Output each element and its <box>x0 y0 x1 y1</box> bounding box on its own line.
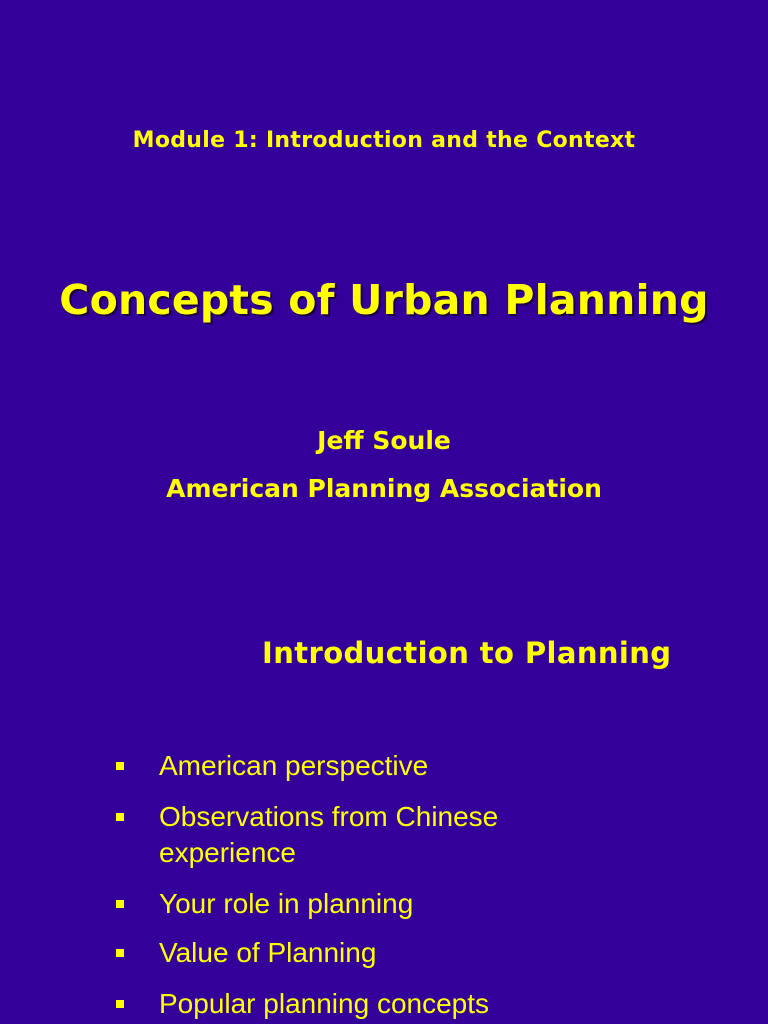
section-heading: Introduction to Planning <box>262 636 672 670</box>
square-bullet-icon <box>116 1000 124 1008</box>
square-bullet-icon <box>116 813 124 821</box>
square-bullet-icon <box>116 949 124 957</box>
module-label: Module 1: Introduction and the Context <box>132 128 636 153</box>
square-bullet-icon <box>116 900 124 908</box>
organization-name: American Planning Association <box>166 474 602 503</box>
bullet-text: Value of Planning <box>159 937 377 968</box>
bullet-text: American perspective <box>159 750 429 781</box>
bullet-text: Popular planning concepts <box>159 988 490 1019</box>
bullet-text: Your role in planning <box>159 888 414 919</box>
author-name: Jeff Soule <box>317 426 451 455</box>
bullet-text: Observations from Chinese experience <box>159 801 499 868</box>
square-bullet-icon <box>116 762 124 770</box>
slide-title: Concepts of Urban Planning <box>59 276 709 324</box>
